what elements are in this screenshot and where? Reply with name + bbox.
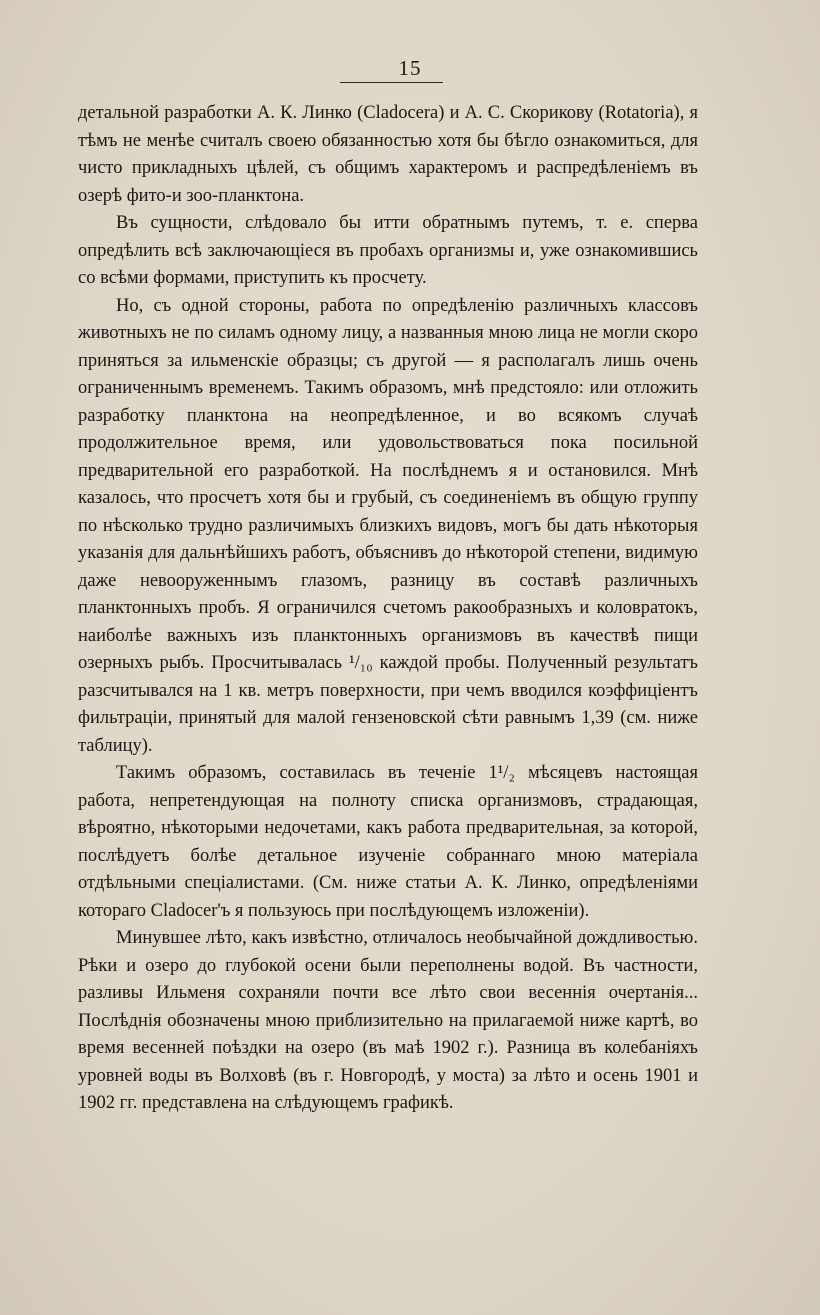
- paragraph-5: Минувшее лѣто, какъ извѣстно, отличалось необычайной дождливостью. Рѣки и озеро до глубокой осени были переполнены водой. Въ частности, разливы Ильменя сохраняли почти все лѣто свои весеннія очертанія... Послѣднія обозначены мною приблизительно на прилагаемой ниже картѣ, во время весенней поѣздки на озеро (въ маѣ 1902 г.). Разница въ колебаніяхъ уровней воды въ Волховѣ (въ г. Новгородѣ, у моста) за лѣто и осень 1901 и 1902 гг. представлена на слѣдующемъ графикѣ.: [78, 928, 698, 1113]
- page-number: 15: [398, 56, 422, 80]
- paragraph-1: детальной разработки А. К. Линко (Cladocera) и А. С. Скорикову (Rotatoria), я тѣмъ не менѣе считалъ своею обязанностью хотя бы бѣгло ознакомиться, для чисто прикладныхъ цѣлей, съ общимъ характеромъ и распредѣленіемъ въ озерѣ фито-и зоо-планктона.: [78, 103, 698, 206]
- paragraph-4: Такимъ образомъ, составилась въ теченіе 1¹/₂ мѣсяцевъ настоящая работа, непретендующая на полноту списка организмовъ, страдающая, вѣроятно, нѣкоторыми недочетами, какъ работа предварительная, за которой, послѣдуетъ болѣе детальное изученіе собраннаго мною матеріала отдѣльными спеціалистами. (См. ниже статьи А. К. Линко, опредѣленіями котораго Cladocer'ъ я пользуюсь при послѣдующемъ изложеніи).: [78, 763, 698, 921]
- body-text: [78, 100, 698, 1118]
- paragraph-2: Въ сущности, слѣдовало бы итти обратнымъ путемъ, т. е. сперва опредѣлить всѣ заключающіеся въ пробахъ организмы и, уже ознакомившись со всѣми формами, приступить къ просчету.: [78, 213, 698, 288]
- paragraph-3: Но, съ одной стороны, работа по опредѣленію различныхъ классовъ животныхъ не по силамъ одному лицу, а названныя мною лица не могли скоро приняться за ильменскіе образцы; съ другой — я располагалъ лишь очень ограниченнымъ временемъ. Такимъ образомъ, мнѣ предстояло: или отложить разработку планктона на неопредѣленное, и во всякомъ случаѣ продолжительное время, или удовольствоваться пока посильной предварительной его разработкой. На послѣднемъ я и остановился. Мнѣ казалось, что просчетъ хотя бы и грубый, съ соединеніемъ въ общую группу по нѣсколько трудно различимыхъ близкихъ видовъ, могъ бы дать нѣкоторыя указанія для дальнѣйшихъ работъ, объяснивъ до нѣкоторой степени, видимую даже невооруженнымъ глазомъ, разницу въ составѣ различныхъ планктонныхъ пробъ. Я ограничился счетомъ ракообразныхъ и коловратокъ, наиболѣе важныхъ изъ планктонныхъ организмовъ въ качествѣ пищи озерныхъ рыбъ. Просчитывалась ¹/₁₀ каждой пробы. Полученный результатъ разсчитывался на 1 кв. метръ поверхности, при чемъ вводился коэффиціентъ фильтраціи, принятый для малой гензеновской сѣти равнымъ 1,39 (см. ниже таблицу).: [78, 295, 698, 756]
- header-rule: [340, 82, 443, 83]
